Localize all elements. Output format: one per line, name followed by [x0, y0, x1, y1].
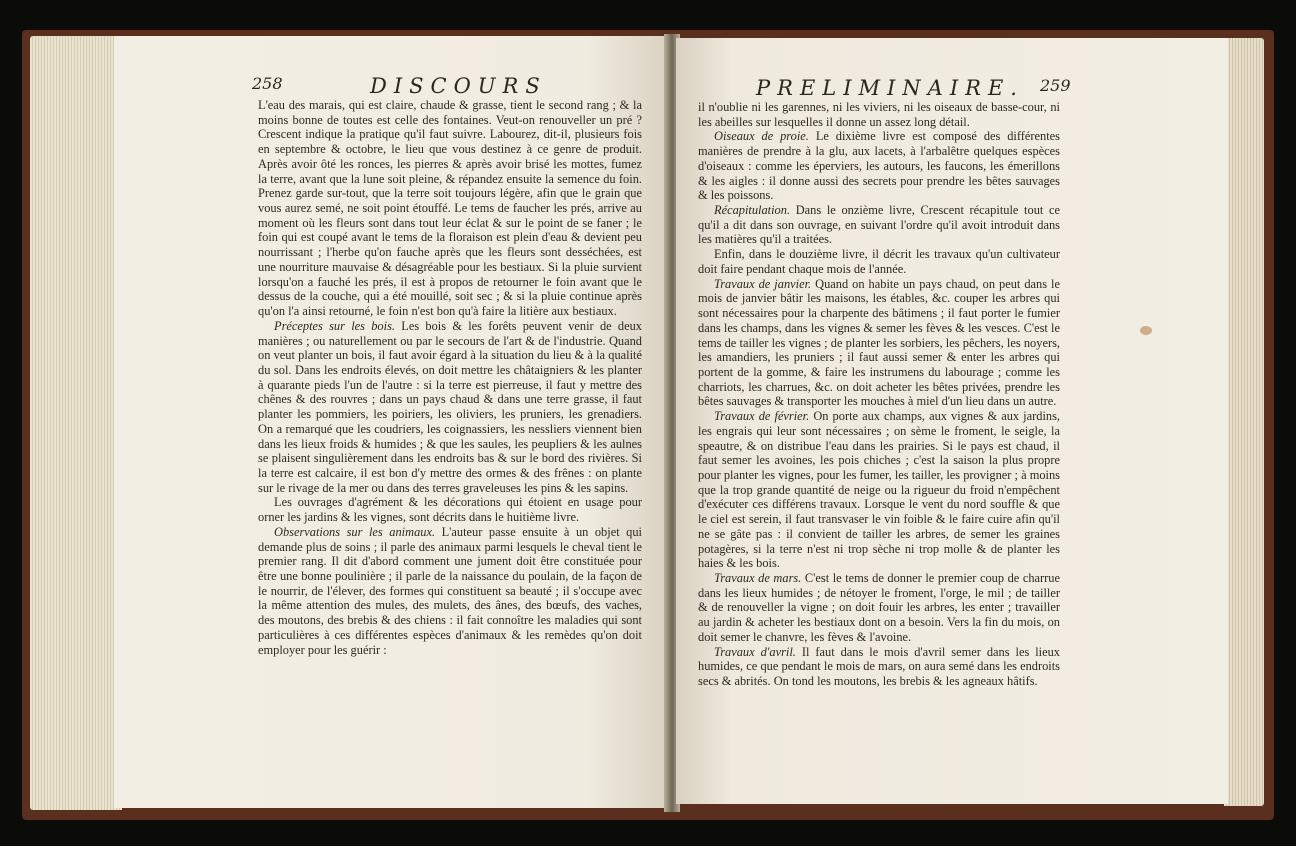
- right-paragraph-7: Travaux de mars. C'est le tems de donner le premier coup de charrue dans les lieux humides ; de nétoyer le froment, l'orge, le mil ; de tailler & de renouveller la vigne ; on doit fouir les arbres, les enter ; travailler au jardin & acheter les bestiaux dont on a besoin. Vers la fin du mois, on doit semer le chanvre, les fèves & l'avoine.: [698, 571, 1060, 644]
- right-page-number: 259: [1040, 76, 1071, 95]
- right-paragraph-1: il n'oublie ni les garennes, ni les viviers, ni les oiseaux de basse-cour, ni les abeilles sur lesquelles il donne un assez long détail.: [698, 100, 1060, 129]
- left-running-title: DISCOURS: [370, 74, 547, 98]
- right-page: [676, 38, 1228, 804]
- left-paragraph-1: L'eau des marais, qui est claire, chaude & grasse, tient le second rang ; & la moins bonne de toutes est celle des fontaines. Veut-on renouveller un pré ? Crescent indique la pratique qu'il faut suivre. Labourez, dit-il, plusieurs fois en septembre & octobre, le lieu que vous destinez à ce genre de produit. Après avoir ôté les ronces, les pierres & après avoir brisé les mottes, fumez la terre, avant que la lune soit pleine, & répandez ensuite la semence du foin. Prenez garde sur-tout, que la terre soit toujours légère, afin que le grain que vous aurez semé, ne soit point étouffé. Le tems de faucher les prés, arrive au moment où les fleurs sont dans tout leur éclat & sur le point de se faner ; le foin qui est coupé avant le tems de la floraison est plein d'eau & devient peu nourrissant ; l'herbe qu'on fauche après que les fleurs sont desséchées, est une nourriture mauvaise & désagréable pour les bestiaux. Si la pluie survient lorsqu'on a fauché les prés, il est à propos de retourner le foin avant que le dessus de la couche, qui a été mouillé, soit sec ; & si la pluie continue après qu'on l'a ainsi retourné, le foin n'est bon qu'à faire la litière aux bestiaux.: [258, 98, 642, 319]
- right-paragraph-2: Oiseaux de proie. Le dixième livre est composé des différentes manières de prendre à la glu, aux lacets, à l'arbalêtre quelques espèces d'oiseaux : comme les éperviers, les autours, les faucons, les émerillons & les aigles : il donne aussi des secrets pour prendre les bêtes sauvages & les poissons.: [698, 129, 1060, 203]
- foxing-stain: [1140, 326, 1152, 335]
- page-edges-left: [30, 36, 122, 810]
- right-paragraph-3: Récapitulation. Dans le onzième livre, Crescent récapitule tout ce qu'il a dit dans son ouvrage, en suivant l'ordre qu'il avoit introduit dans les matières qu'il a traitées.: [698, 203, 1060, 247]
- left-page-number: 258: [252, 74, 283, 93]
- left-paragraph-3: Les ouvrages d'agrément & les décorations qui étoient en usage pour orner les jardins & les vignes, sont décrits dans le huitième livre.: [258, 495, 642, 525]
- right-paragraph-5: Travaux de janvier. Quand on habite un pays chaud, on peut dans le mois de janvier bâtir les maisons, les étables, &c. couper les arbres qui sont nécessaires pour la charpente des bâtimens ; il faut porter le fumier dans les champs, dans les vignes & semer les fèves & les vesces. C'est le tems de tailler les vignes ; de planter les sorbiers, les pêchers, les noyers, les amandiers, les pruniers ; il faut aussi semer & enter les arbres qui portent de la gomme, & faire les instrumens du labourage ; comme les charriots, les charrues, &c. on doit acheter les bêtes privées, prendre les bêtes sauvages & transporter les mouches à miel d'un lieu dans un autre.: [698, 276, 1060, 409]
- right-paragraph-6: Travaux de février. On porte aux champs, aux vignes & aux jardins, les engrais qui leur sont nécessaires ; on sème le froment, le seigle, la speautre, & on distribue l'eau dans les prairies. Si le pays est chaud, il faut semer les avoines, les pois chiches ; c'est la saison la plus propre pour planter les vignes, pour les fumer, les tailler, les provigner ; à moins que la trop grande quantité de neige ou la rigueur du froid n'empêchent d'exécuter ces différens travaux. Lorsque le vent du nord souffle & que le ciel est serein, il faut transvaser le vin foible & le faire cuire afin qu'il ne se gâte pas : il convient de tailler les arbres, de semer les graines potagères, si la terre n'est ni trop sèche ni trop molle & de planter les haies & les bois.: [698, 409, 1061, 571]
- right-paragraph-4: Enfin, dans le douzième livre, il décrit les travaux qu'un cultivateur doit faire pendant chaque mois de l'année.: [698, 247, 1060, 276]
- left-page-text: [258, 98, 642, 657]
- right-running-title: PRELIMINAIRE.: [756, 76, 1024, 100]
- page-edges-right: [1224, 38, 1264, 806]
- right-paragraph-8: Travaux d'avril. Il faut dans le mois d'avril semer dans les lieux humides, ce que pendant le mois de mars, on aura semé dans les endroits secs & abrités. On tond les moutons, les brebis & les agneaux hâtifs.: [698, 644, 1060, 689]
- left-page: [114, 36, 668, 808]
- right-page-text: [698, 100, 1060, 689]
- left-paragraph-2: Préceptes sur les bois. Les bois & les forêts peuvent venir de deux manières ; ou naturellement ou par le secours de l'art & de l'industrie. Quand on veut planter un bois, il faut avoir égard à la situation du lieu & à la qualité du sol. Dans les endroits élevés, on doit mettre les châtaigniers & les planter à quarante pieds l'un de l'autre : si la terre est pierreuse, il faut y mettre des chênes & des rouvres ; dans un pays chaud & dans une terre grasse, il faut planter les pommiers, les poiriers, les oliviers, les pruniers, les grenadiers. On a remarqué que les coudriers, les coignassiers, les nessliers viennent bien dans les lieux froids & humides ; & que les saules, les peupliers & les aulnes se plaisent singulièrement dans les endroits bas & sur le bord des rivières. Si la terre est calcaire, il est bon d'y mettre des ormes & des frênes : on plante sur le rivage de la mer ou dans des terres graveleuses les pins & les sapins.: [258, 318, 642, 495]
- left-paragraph-4: Observations sur les animaux. L'auteur passe ensuite à un objet qui demande plus de soins ; il parle des animaux parmi lesquels le cheval tient le premier rang. Il dit d'abord comment une jument doit être constituée pour être une bonne poulinière ; il parle de la naissance du poulain, de la façon de le nourrir, de l'élever, des formes qui constituent sa beauté ; il s'occupe avec la même attention des mules, des mulets, des ânes, des bœufs, des vaches, des moutons, des brebis & des chiens : il fait connoître les maladies qui sont particulières à ces différentes espèces d'animaux & les remèdes qu'on doit employer pour les guérir :: [258, 524, 643, 657]
